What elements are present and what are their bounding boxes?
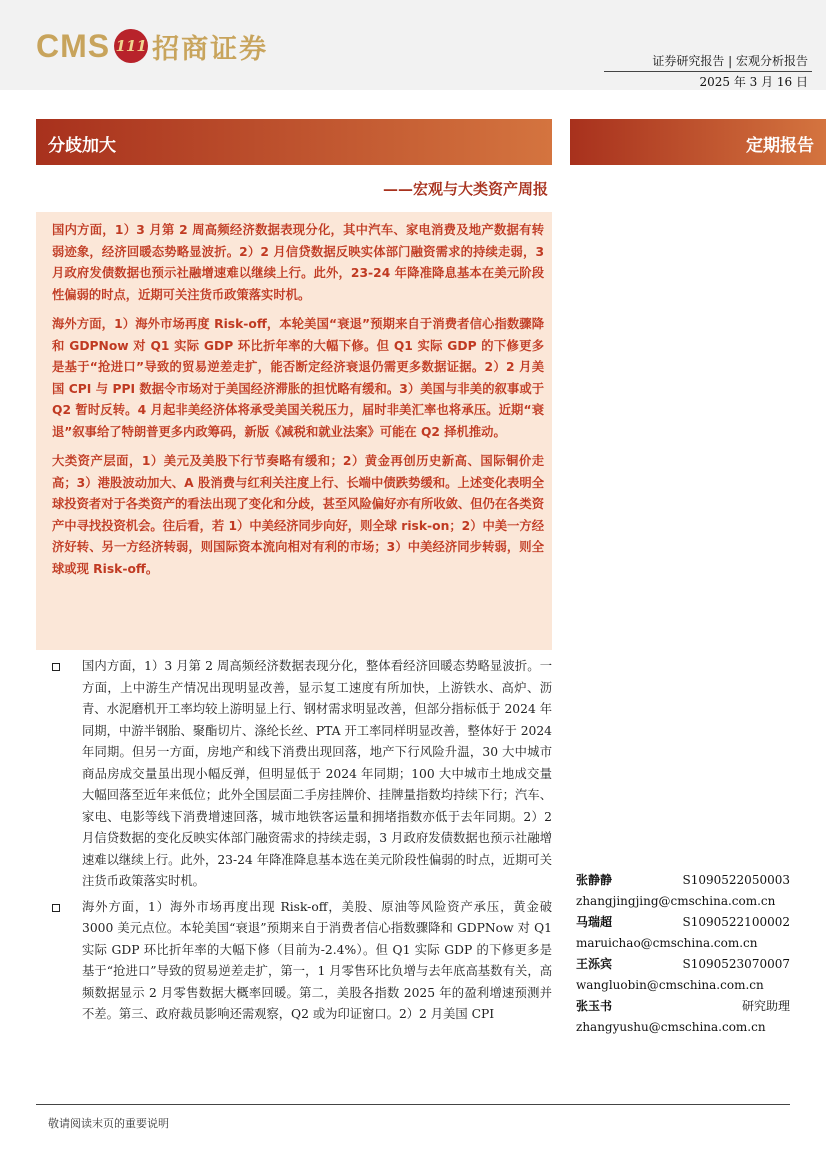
author-name: 王泺宾	[576, 957, 613, 971]
logo-cms-text: CMS	[36, 27, 111, 64]
title-bar	[36, 119, 552, 165]
report-subtitle: ——宏观与大类资产周报	[382, 180, 548, 198]
bullet-text: 海外方面，1）海外市场再度出现 Risk-off，美股、原油等风险资产承压，黄金破 3000 美元点位。本轮美国“衰退”预期来自于消费者信心指数骤降和 GDPNow 对 Q1 实际 GDP 环比折年率的大幅下修（目前为-2.4%）。但 Q1 实际 GDP 的下修更多是基于“抢进口”导致的贸易逆差走扩，第一，1 月零售环比负增与去年底高基数有关，高频数据显示 2 月零售数据大概率回暖。第二，美股各指数 2025 年的盈利增速预测并不差。第三、政府裁员影响还需观察，Q2 或为印证窗口。2）2 月美国 CPI	[82, 899, 552, 1021]
bullet-item	[52, 897, 552, 1026]
report-type: 证券研究报告 | 宏观分析报告	[652, 54, 808, 68]
author-code: S1090522050003	[682, 873, 790, 887]
bullet-text: 国内方面，1）3 月第 2 周高频经济数据表现分化，整体看经济回暖态势略显波折。一方面，上中游生产情况出现明显改善，显示复工速度有所加快，上游铁水、高炉、沥青、水泥磨机开工率均较上游明显上行、钢材需求明显改善，但部分指标低于 2024 年同期，中游半钢胎、聚酯切片、涤纶长丝、PTA 开工率同样明显改善，整体好于 2024 年同期。但另一方面，房地产和线下消费出现回落，地产下行风险升温，30 大中城市商品房成交量虽出现小幅反弹，但明显低于 2024 年同期；100 大中城市土地成交量大幅回落至近年来低位；此外全国层面二手房挂牌价、挂牌量指数均持续下行；汽车、家电、电影等线下消费增速回落，城市地铁客运量和拥堵指数亦低于去年同期。2）2 月信贷数据的变化反映实体部门融资需求的持续走弱，3 月政府发债数据也预示社融增速难以继续上行。此外，23-24 年降准降息基本选在美元阶段性偏弱的时点，近期可关注货币政策落实时机。	[82, 659, 552, 888]
summary-paragraph-domestic: 国内方面，1）3 月第 2 周高频经济数据表现分化，其中汽车、家电消费及地产数据有转弱迹象，经济回暖态势略显波折。2）2 月信贷数据反映实体部门融资需求的持续走弱，3 月政府发债数据也预示社融增速难以继续上行。此外，23-24 年降准降息基本在美元阶段性偏弱的时点，近期可关注货币政策落实时机。	[52, 223, 544, 302]
author-email[interactable]: wangluobin@cmschina.com.cn	[576, 978, 764, 992]
bullet-square-icon	[52, 663, 60, 671]
footer-note: 敬请阅读末页的重要说明	[48, 1117, 169, 1130]
author-entry	[576, 870, 790, 912]
logo-mark-icon: 111	[114, 29, 148, 63]
author-email[interactable]: zhangjingjing@cmschina.com.cn	[576, 894, 776, 908]
summary-paragraph-assets: 大类资产层面，1）美元及美股下行节奏略有缓和；2）黄金再创历史新高、国际铜价走高；3）港股波动加大、A 股消费与红利关注度上行、长端中债跌势缓和。上述变化表明全球投资者对于各类资产的看法出现了变化和分歧，甚至风险偏好亦有所收敛、但仍在各类资产中寻找投资机会。往后看，若 1）中美经济同步向好，则全球 risk-on；2）中美一方经济好转、另一方经济转弱，则国际资本流向相对有利的市场；3）中美经济同步转弱，则全球或现 Risk-off。	[52, 454, 544, 576]
author-entry	[576, 954, 790, 996]
author-entry	[576, 912, 790, 954]
author-name: 马瑞超	[576, 915, 613, 929]
author-code: S1090523070007	[682, 957, 790, 971]
bullet-item	[52, 656, 552, 893]
report-title: 分歧加大	[48, 136, 116, 156]
author-entry	[576, 996, 790, 1038]
author-email[interactable]: maruichao@cmschina.com.cn	[576, 936, 758, 950]
summary-paragraph-overseas: 海外方面，1）海外市场再度 Risk-off，本轮美国“衰退”预期来自于消费者信心指数骤降和 GDPNow 对 Q1 实际 GDP 环比折年率的大幅下修。但 Q1 实际 GDP 的下修更多是基于“抢进口”导致的贸易逆差走扩，能否断定经济衰退仍需更多数据证据。2）2 月美国 CPI 与 PPI 数据令市场对于美国经济滞胀的担忧略有缓和。3）美国与非美的叙事或于 Q2 暂时反转。4 月起非美经济体将承受美国关税压力，届时非美汇率也将承压。近期“衰退”叙事给了特朗普更多内政筹码，新版《减税和就业法案》可能在 Q2 择机推动。	[52, 317, 544, 439]
side-label-bar	[570, 119, 826, 165]
report-date: 2025 年 3 月 16 日	[699, 75, 808, 89]
side-label: 定期报告	[746, 136, 814, 156]
body-bullets	[52, 656, 552, 1030]
author-name: 张静静	[576, 873, 613, 887]
author-role: 研究助理	[741, 999, 790, 1013]
author-list	[576, 870, 790, 1038]
summary-box	[36, 212, 552, 650]
page-header	[0, 0, 826, 90]
bullet-square-icon	[52, 904, 60, 912]
header-divider	[604, 71, 812, 72]
author-code: S1090522100002	[682, 915, 790, 929]
logo-chinese-text: 招商证券	[152, 33, 269, 65]
author-email[interactable]: zhangyushu@cmschina.com.cn	[576, 1020, 766, 1034]
author-name: 张玉书	[576, 999, 613, 1013]
footer-divider	[36, 1104, 790, 1105]
cms-logo	[36, 26, 268, 66]
